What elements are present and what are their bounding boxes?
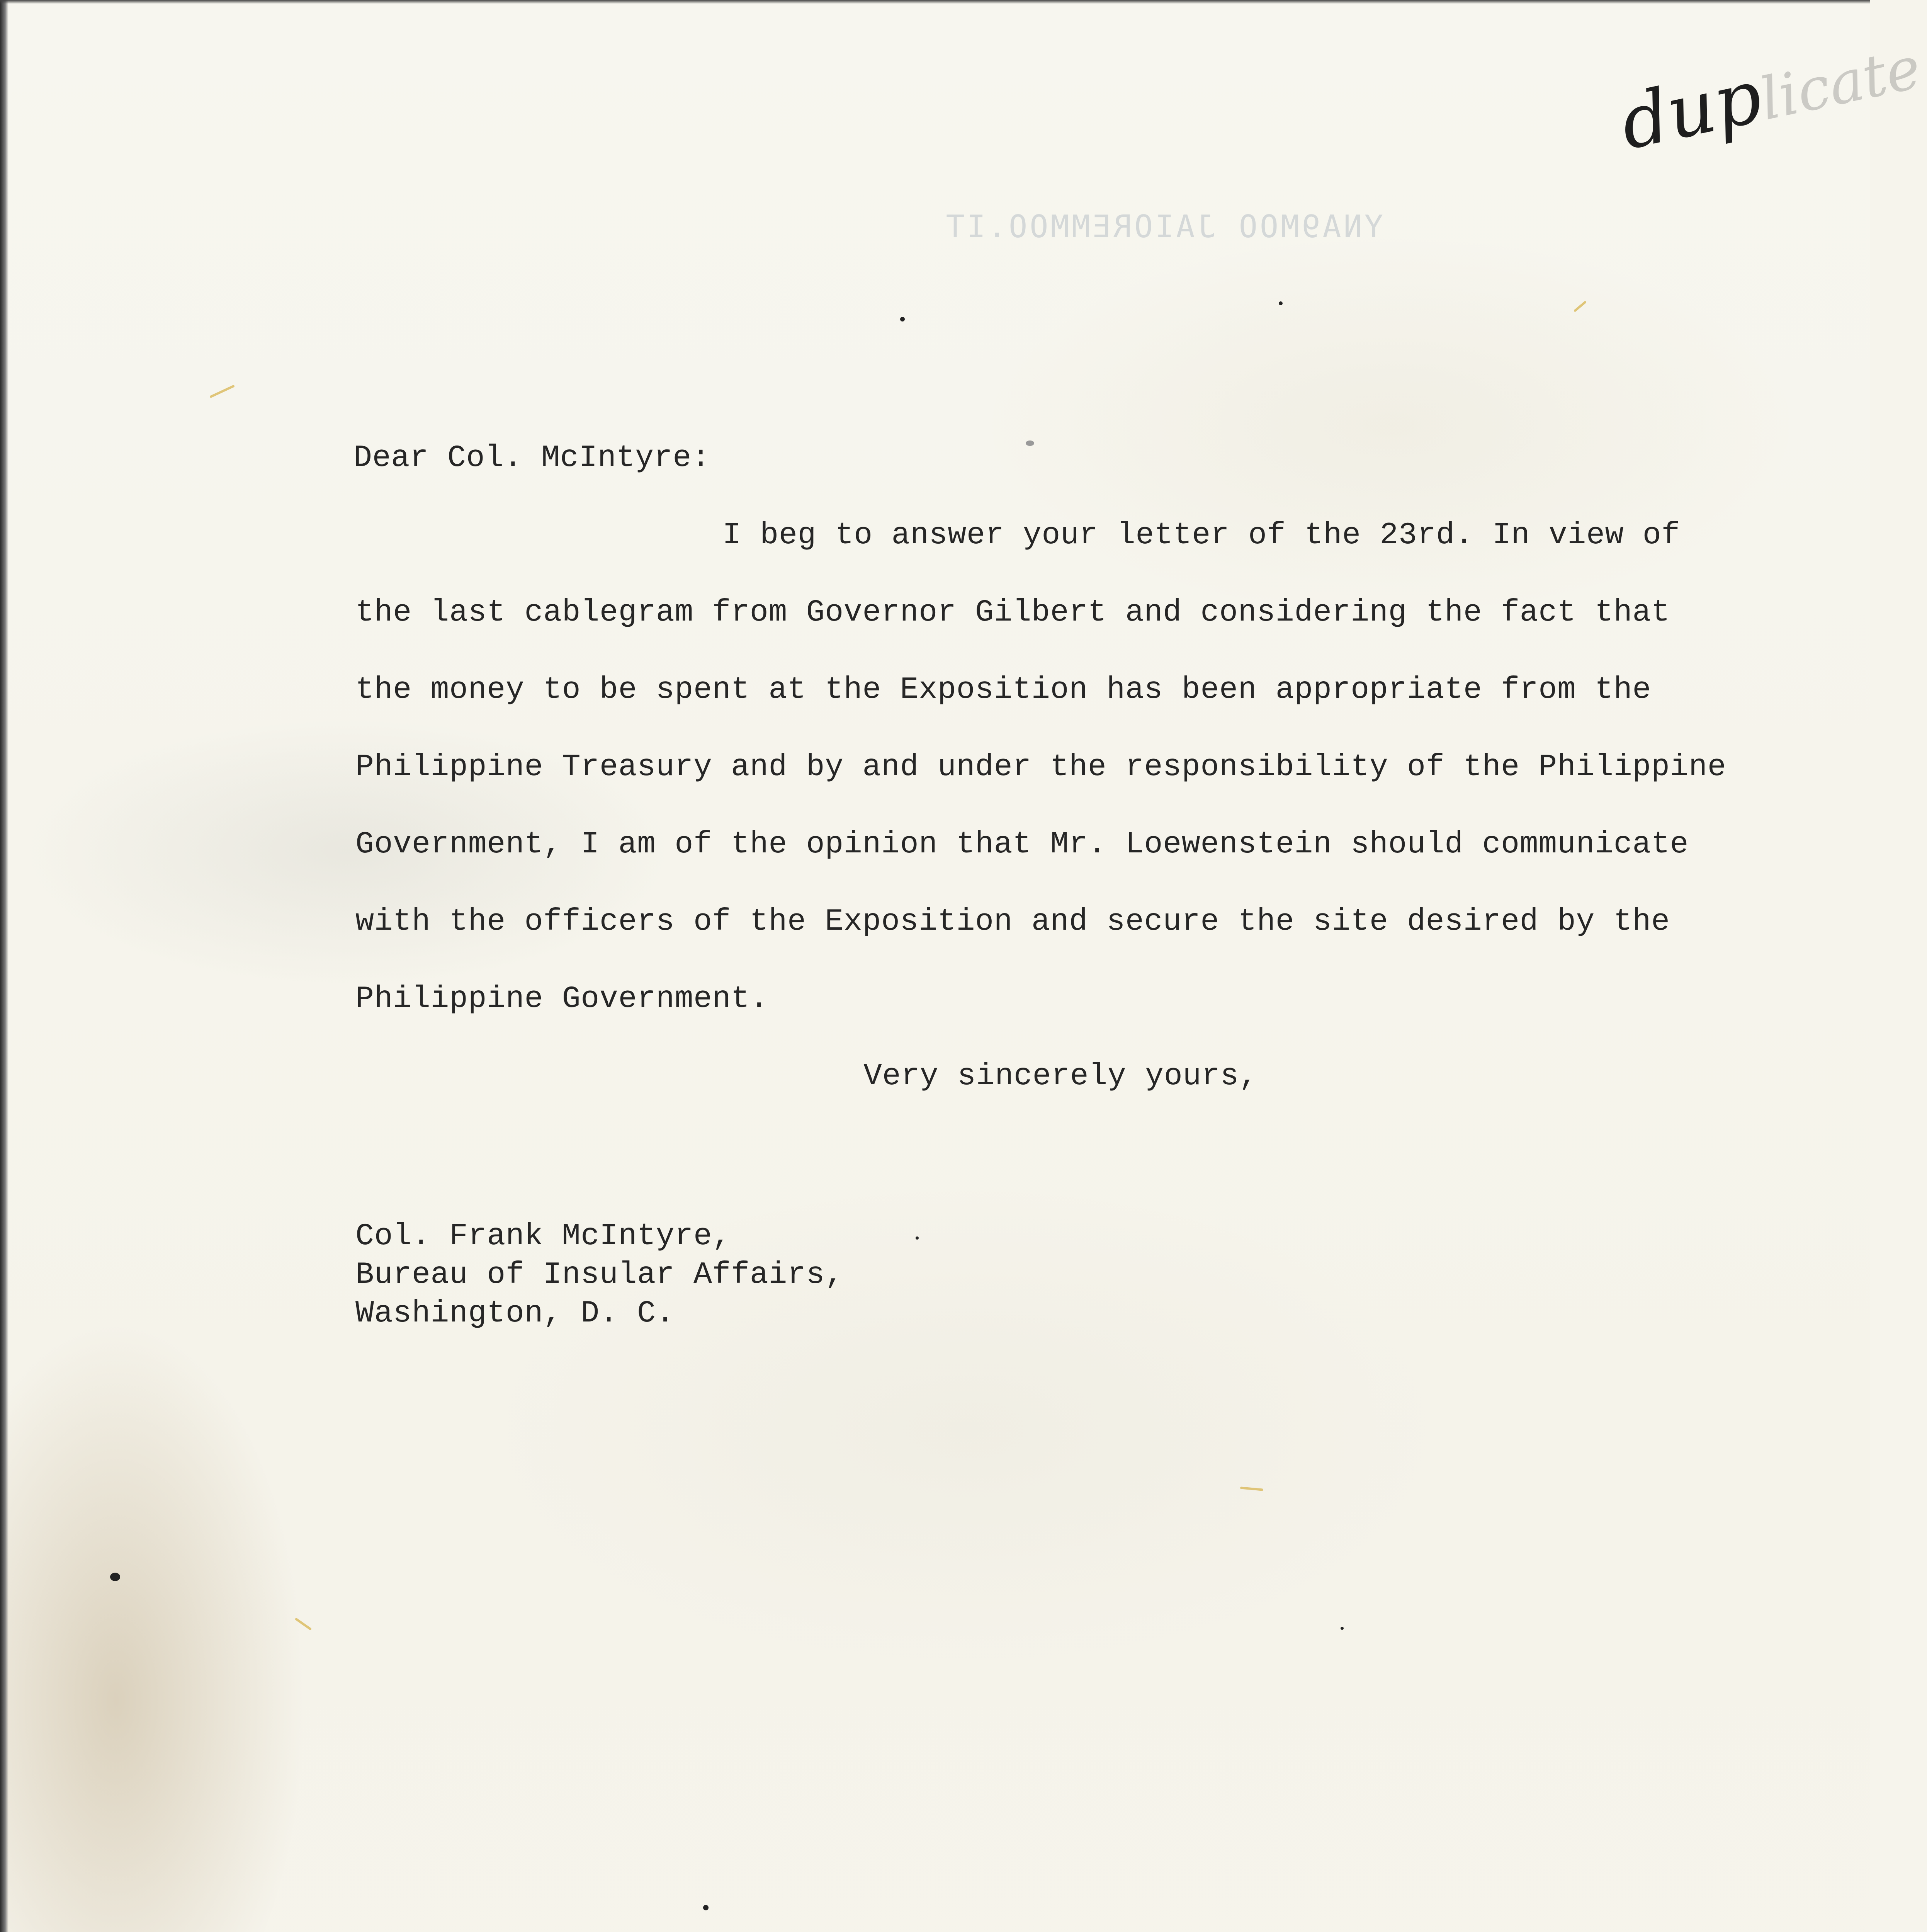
ink-blot bbox=[110, 1573, 120, 1581]
body-line-7: Philippine Government. bbox=[355, 981, 769, 1017]
paper-fiber bbox=[295, 1617, 312, 1631]
scan-left-edge bbox=[0, 0, 8, 1932]
scan-top-edge bbox=[0, 0, 1870, 4]
body-line-3: the money to be spent at the Exposition has been appropriate from the bbox=[355, 672, 1651, 707]
recipient-organization: Bureau of Insular Affairs, bbox=[355, 1257, 844, 1293]
speck bbox=[1026, 440, 1034, 446]
body-line-2: the last cablegram from Governor Gilbert and considering the fact that bbox=[355, 595, 1670, 630]
speck bbox=[1279, 301, 1283, 305]
paper-fiber bbox=[1240, 1486, 1263, 1491]
recipient-name: Col. Frank McIntyre, bbox=[355, 1219, 731, 1254]
paper-fiber bbox=[1574, 301, 1587, 312]
speck bbox=[900, 317, 905, 321]
salutation: Dear Col. McIntyre: bbox=[353, 440, 710, 476]
closing: Very sincerely yours, bbox=[863, 1059, 1258, 1094]
body-line-6: with the officers of the Exposition and secure the site desired by the bbox=[355, 904, 1670, 939]
letterhead-bleed-through: YNA9MOO JAIOREMMOO.IT bbox=[943, 209, 1383, 245]
speck bbox=[916, 1236, 919, 1240]
annotation-dup: dup bbox=[1613, 53, 1769, 167]
speck bbox=[703, 1905, 709, 1910]
paper-fiber bbox=[209, 384, 235, 398]
body-line-5: Government, I am of the opinion that Mr. Loewenstein should communicate bbox=[355, 827, 1689, 862]
speck bbox=[1341, 1627, 1344, 1630]
handwritten-annotation bbox=[1613, 20, 1927, 166]
body-line-4: Philippine Treasury and by and under the responsibility of the Philippine bbox=[355, 750, 1726, 785]
body-line-1: I beg to answer your letter of the 23rd. In view of bbox=[722, 518, 1680, 553]
annotation-faded: licate bbox=[1754, 34, 1927, 134]
recipient-city: Washington, D. C. bbox=[355, 1296, 675, 1331]
